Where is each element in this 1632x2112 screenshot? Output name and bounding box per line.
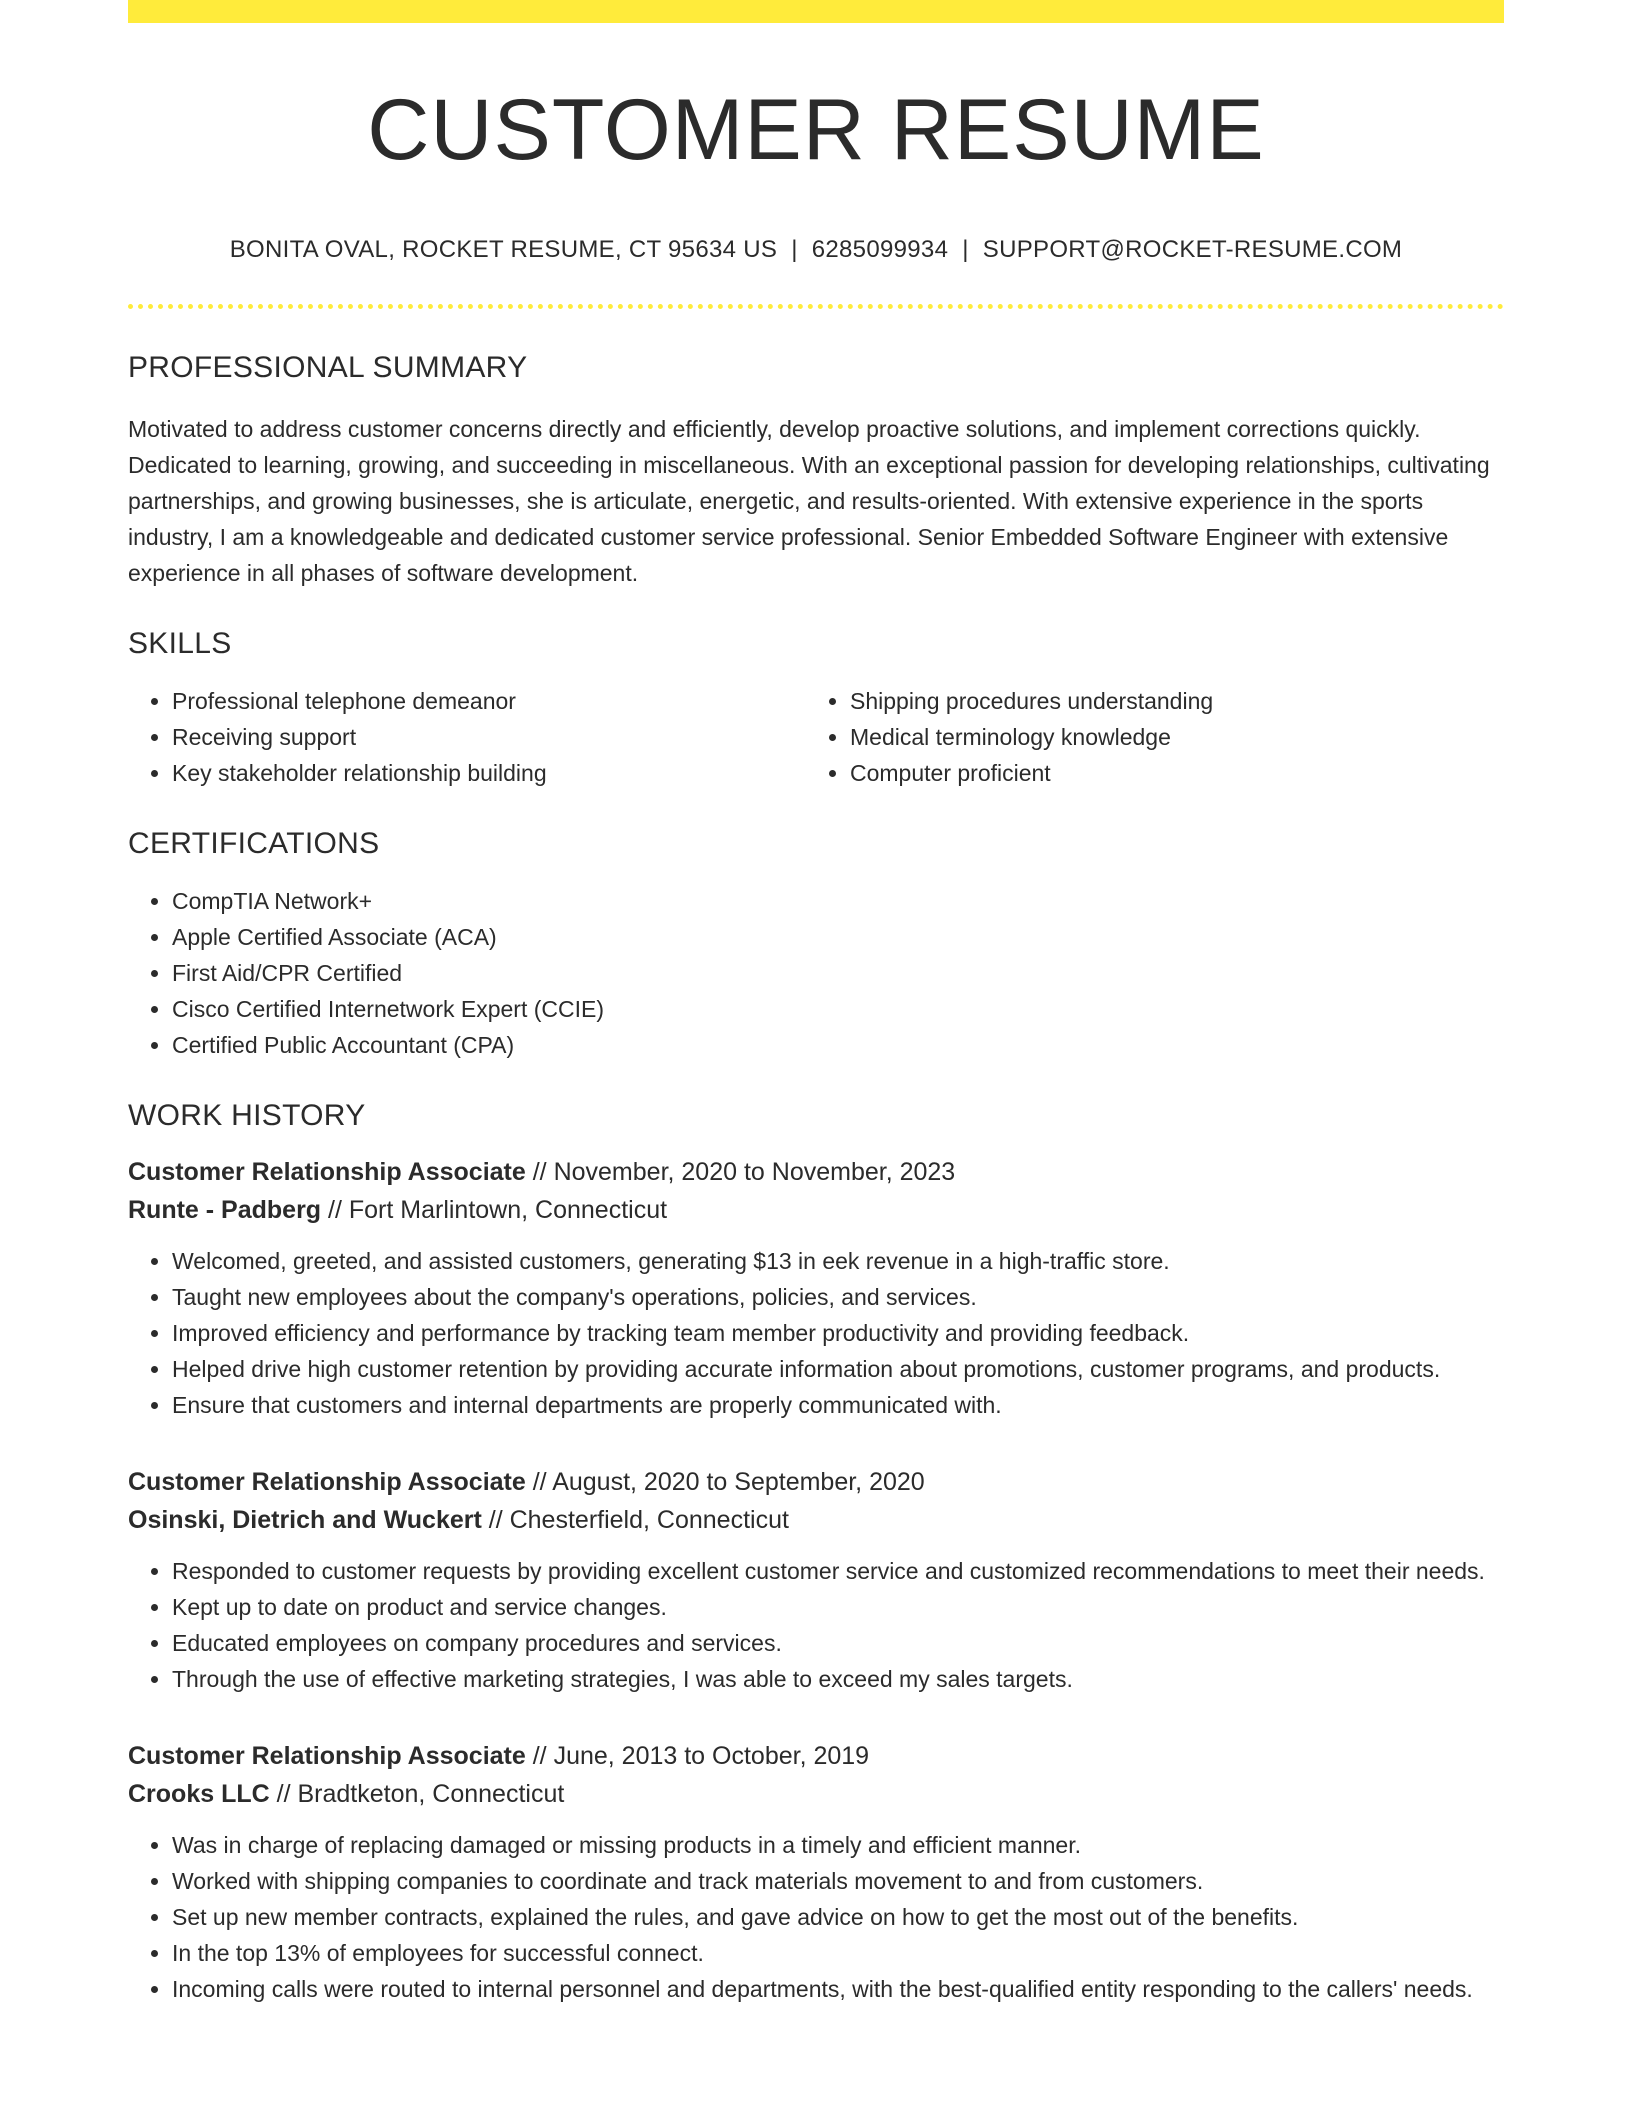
job-bullet: • Was in charge of replacing damaged or missing products in a timely and efficient manner. (172, 1827, 1504, 1863)
job-location: // Fort Marlintown, Connecticut (328, 1195, 668, 1224)
summary-heading: PROFESSIONAL SUMMARY (128, 350, 528, 384)
job-title: Customer Relationship Associate (128, 1741, 526, 1770)
resume-title: CUSTOMER RESUME (367, 82, 1265, 178)
job-bullet: • Educated employees on company procedures and services. (172, 1625, 1504, 1661)
job-bullet: • Through the use of effective marketing strategies, I was able to exceed my sales targets. (172, 1661, 1504, 1697)
job-bullet: • Worked with shipping companies to coordinate and track materials movement to and from customers. (172, 1863, 1504, 1899)
skills-list-left (128, 683, 806, 791)
job-company: Crooks LLC (128, 1779, 270, 1808)
skills-list-right (806, 683, 1484, 791)
certifications-list (128, 883, 1504, 1063)
job-entry (128, 1153, 1504, 1423)
job-company-line (128, 1191, 1504, 1229)
job-title-line (128, 1153, 1504, 1191)
dotted-divider (128, 304, 1504, 309)
job-dates: // November, 2020 to November, 2023 (532, 1157, 956, 1186)
skills-section (128, 627, 1504, 791)
job-bullet: • Responded to customer requests by providing excellent customer service and customized recommendations to meet their needs. (172, 1553, 1504, 1589)
certifications-section (128, 827, 1504, 1063)
summary-section (128, 351, 1504, 591)
contact-separator: | (962, 235, 969, 263)
job-bullet: • Helped drive high customer retention by providing accurate information about promotions, customer programs, and products. (172, 1351, 1504, 1387)
certifications-heading: CERTIFICATIONS (128, 826, 380, 860)
certification-item: • CompTIA Network+ (172, 883, 1504, 919)
job-bullet: • Incoming calls were routed to internal personnel and departments, with the best-qualified entity responding to the callers' needs. (172, 1971, 1504, 2007)
job-bullet: • Improved efficiency and performance by tracking team member productivity and providing feedback. (172, 1315, 1504, 1351)
skill-item: • Key stakeholder relationship building (172, 755, 806, 791)
job-entry (128, 1463, 1504, 1697)
job-dates: // August, 2020 to September, 2020 (532, 1467, 925, 1496)
contact-email: SUPPORT@ROCKET-RESUME.COM (982, 235, 1403, 263)
contact-address: BONITA OVAL, ROCKET RESUME, CT 95634 US (229, 235, 778, 263)
job-company: Osinski, Dietrich and Wuckert (128, 1505, 482, 1534)
job-company-line (128, 1501, 1504, 1539)
certification-item: • Cisco Certified Internetwork Expert (CCIE) (172, 991, 1504, 1027)
skill-item: • Medical terminology knowledge (850, 719, 1484, 755)
summary-text: Motivated to address customer concerns directly and efficiently, develop proactive solutions, and implement corrections quickly. Dedicated to learning, growing, and succeeding in miscellaneous. With an exceptional passion for developing relationships, cultivating partnerships, and growing businesses, she is articulate, energetic, and results-oriented. With extensive experience in the sports industry, I am a knowledgeable and dedicated customer service professional. Senior Embedded Software Engineer with extensive experience in all phases of software development. (128, 415, 1490, 586)
job-company: Runte - Padberg (128, 1195, 322, 1224)
job-bullets (128, 1243, 1504, 1423)
work-history-section (128, 1099, 1504, 2007)
skill-item: • Receiving support (172, 719, 806, 755)
skill-item: • Computer proficient (850, 755, 1484, 791)
accent-top-bar (128, 0, 1504, 23)
contact-line (128, 236, 1504, 264)
job-title-line (128, 1737, 1504, 1775)
job-bullets (128, 1827, 1504, 2007)
job-location: // Chesterfield, Connecticut (488, 1505, 789, 1534)
certification-item: • Certified Public Accountant (CPA) (172, 1027, 1504, 1063)
job-bullet: • Ensure that customers and internal departments are properly communicated with. (172, 1387, 1504, 1423)
skills-heading: SKILLS (128, 626, 232, 660)
job-bullet: • Taught new employees about the company's operations, policies, and services. (172, 1279, 1504, 1315)
job-bullet: • In the top 13% of employees for successful connect. (172, 1935, 1504, 1971)
job-title: Customer Relationship Associate (128, 1157, 526, 1186)
job-dates: // June, 2013 to October, 2019 (532, 1741, 870, 1770)
job-entry (128, 1737, 1504, 2007)
certification-item: • Apple Certified Associate (ACA) (172, 919, 1504, 955)
skills-columns (128, 683, 1504, 791)
skill-item: • Professional telephone demeanor (172, 683, 806, 719)
job-bullets (128, 1553, 1504, 1697)
job-bullet: • Kept up to date on product and service changes. (172, 1589, 1504, 1625)
contact-phone: 6285099934 (811, 235, 949, 263)
skill-item: • Shipping procedures understanding (850, 683, 1484, 719)
job-title-line (128, 1463, 1504, 1501)
job-company-line (128, 1775, 1504, 1813)
job-title: Customer Relationship Associate (128, 1467, 526, 1496)
job-location: // Bradtketon, Connecticut (276, 1779, 565, 1808)
contact-separator: | (791, 235, 798, 263)
certification-item: • First Aid/CPR Certified (172, 955, 1504, 991)
work-history-heading: WORK HISTORY (128, 1098, 366, 1132)
job-bullet: • Welcomed, greeted, and assisted customers, generating $13 in eek revenue in a high-traffic store. (172, 1243, 1504, 1279)
job-bullet: • Set up new member contracts, explained the rules, and gave advice on how to get the most out of the benefits. (172, 1899, 1504, 1935)
resume-page (128, 0, 1504, 2007)
